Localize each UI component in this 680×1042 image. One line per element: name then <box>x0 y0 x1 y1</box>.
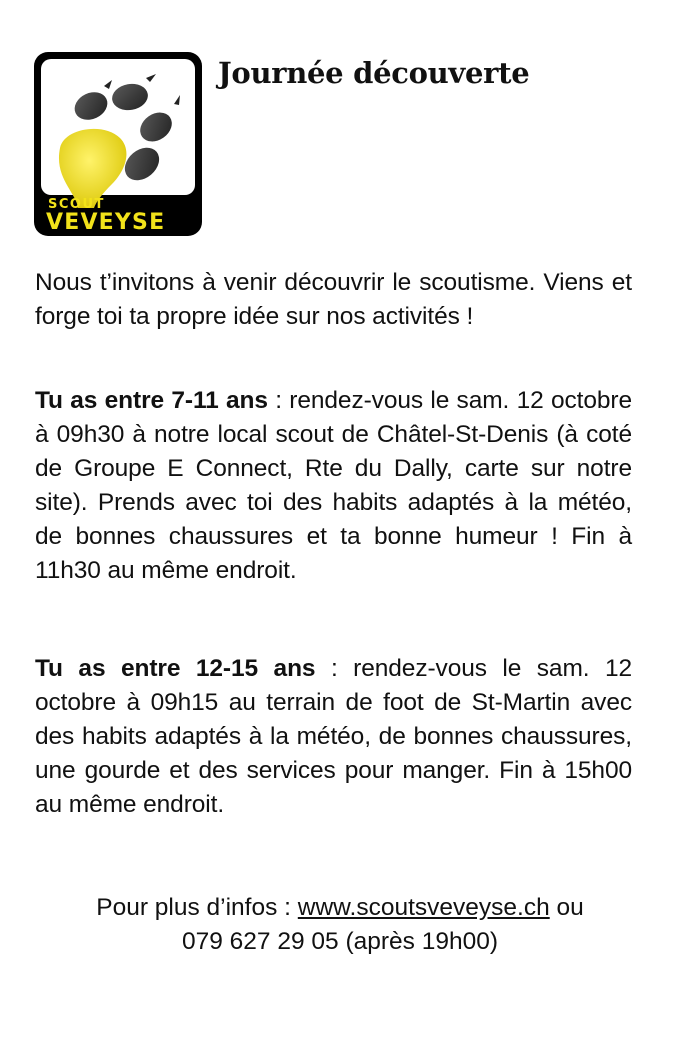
footer-suffix: ou <box>549 894 584 921</box>
scout-veveyse-logo <box>34 52 202 236</box>
phone-number: 079 627 29 05 (après 19h00) <box>181 928 499 955</box>
logo-line2: VEVEYSE <box>46 210 166 235</box>
footer-info <box>0 891 680 959</box>
group1-heading: Tu as entre 7-11 ans <box>35 387 268 414</box>
group1-paragraph <box>35 384 632 588</box>
footer-prefix: Pour plus d’infos : <box>96 894 298 921</box>
intro-paragraph: Nous t’invitons à venir découvrir le scoutisme. Viens et forge toi ta propre idée sur nos activités ! <box>35 269 632 330</box>
website-link[interactable]: www.scoutsveveyse.ch <box>297 894 550 921</box>
group2-paragraph <box>35 652 632 822</box>
page-title: Journée découverte <box>218 56 530 90</box>
group2-text: : rendez-vous le sam. 12 octobre à 09h15 au terrain de foot de St-Martin avec des habits adaptés à la météo, de bonnes chaussures, une gourde et des services pour manger. Fin à 15h00 au même endroit. <box>35 655 633 818</box>
group2-heading: Tu as entre 12-15 ans <box>35 655 316 682</box>
paw-print-icon <box>34 52 202 236</box>
logo-line1: SCOUT <box>48 197 105 212</box>
group1-text: : rendez-vous le sam. 12 octobre à 09h30 à notre local scout de Châtel-St-Denis (à coté de Groupe E Connect, Rte du Dally, carte sur notre site). Prends avec toi des habits adaptés à la météo, de bonnes chaussures et ta bonne humeur ! Fin à 11h30 au même endroit. <box>35 387 632 584</box>
